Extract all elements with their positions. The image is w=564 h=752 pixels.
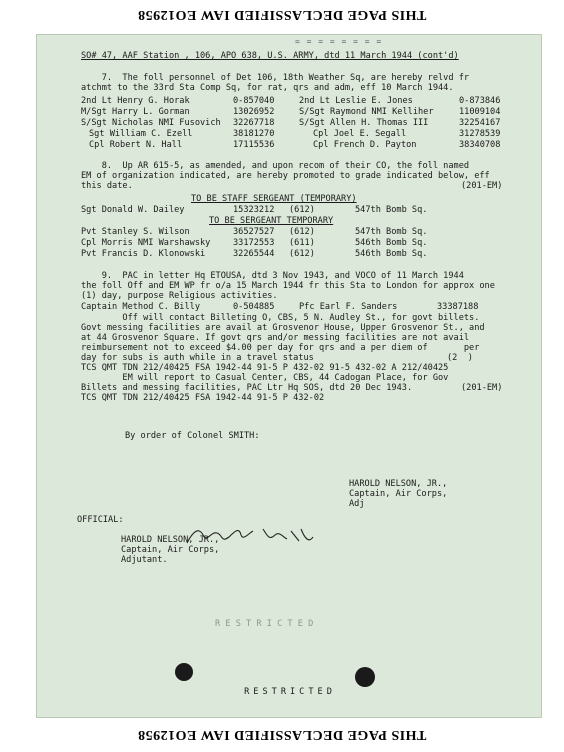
document-page <box>36 34 542 718</box>
roster-name: Cpl Robert N. Hall <box>89 140 183 150</box>
declassification-banner-top: THIS PAGE DECLASSIFIED IAW EO12958 <box>137 7 427 22</box>
promotion-serial: 33172553 <box>233 238 275 248</box>
roster-serial: 11009104 <box>459 107 501 117</box>
roster-name: Cpl French D. Payton <box>313 140 417 150</box>
para9-fund-citation-2: TCS QMT TDN 212/40425 FSA 1942-44 91-5 P 432-02 <box>81 393 325 403</box>
para9-line11-reference: (201-EM) <box>461 383 503 393</box>
para8-reference: (201-EM) <box>461 181 503 191</box>
roster-name: Cpl Joel E. Segall <box>313 129 407 139</box>
promotion-code: (612) <box>289 227 315 237</box>
para8-line3: this date. <box>81 181 133 191</box>
roster-serial: 38181270 <box>233 129 275 139</box>
promotion-serial: 15323212 <box>233 205 275 215</box>
para9-line2: the foll Off and EM WP fr o/a 15 March 1944 fr this Sta to London for approx one <box>81 281 495 291</box>
roster-name: M/Sgt Harry L. Gorman <box>81 107 190 117</box>
roster-serial: 0-873846 <box>459 96 501 106</box>
promotion-unit: 546th Bomb Sq. <box>355 238 428 248</box>
signer-role: Adj <box>349 499 365 509</box>
para7-line1: 7. The foll personnel of Det 106, 18th Weather Sq, are hereby relvd fr <box>81 73 470 83</box>
para8-line2: EM of organization indicated, are hereby promoted to grade indicated below, eff <box>81 171 490 181</box>
promotion-serial: 32265544 <box>233 249 275 259</box>
roster-serial: 32267718 <box>233 118 275 128</box>
order-authority: By order of Colonel SMITH: <box>125 431 260 441</box>
para9-line1: 9. PAC in letter Hq ETOUSA, dtd 3 Nov 1943, and VOCO of 11 March 1944 <box>81 271 464 281</box>
staff-sergeant-heading: TO BE STAFF SERGEANT (TEMPORARY) <box>191 194 357 204</box>
order-header: SO# 47, AAF Station , 106, APO 638, U.S. ARMY, dtd 11 March 1944 (cont'd) <box>81 51 459 61</box>
official-label: OFFICIAL: <box>77 515 124 525</box>
para9-line11: Billets and messing facilities, PAC Ltr Hq SOS, dtd 20 Dec 1943. <box>81 383 413 393</box>
para9-line8-reference: (2 ) <box>447 353 473 363</box>
traveler-pfc: Pfc Earl F. Sanders <box>299 302 398 312</box>
roster-serial: 38340708 <box>459 140 501 150</box>
para9-fund-citation: TCS QMT TDN 212/40425 FSA 1942-44 91-5 P 432-02 91-5 432-02 A 212/40425 <box>81 363 449 373</box>
roster-name: Sgt William C. Ezell <box>89 129 193 139</box>
declassification-banner-bottom: THIS PAGE DECLASSIFIED IAW EO12958 <box>137 727 427 742</box>
promotion-name: Pvt Stanley S. Wilson <box>81 227 190 237</box>
footer-marks: R E S T R I C T E D <box>215 619 314 629</box>
punch-hole-left <box>175 663 193 681</box>
roster-serial: 32254167 <box>459 118 501 128</box>
punch-hole-right <box>355 667 375 687</box>
para9-line3: (1) day, purpose Religious activities. <box>81 291 278 301</box>
roster-serial: 0-857040 <box>233 96 275 106</box>
signer-name: HAROLD NELSON, JR., <box>349 479 448 489</box>
traveler-captain-serial: 0-504885 <box>233 302 275 312</box>
para9-line6: at 44 Grosvenor Square. If govt qrs and/or messing facilities are not avail <box>81 333 470 343</box>
roster-serial: 17115536 <box>233 140 275 150</box>
promotion-code: (612) <box>289 249 315 259</box>
roster-name: S/Sgt Raymond NMI Kelliher <box>299 107 434 117</box>
promotion-name: Cpl Morris NMI Warshawsky <box>81 238 211 248</box>
promotion-unit: 547th Bomb Sq. <box>355 227 428 237</box>
roster-serial: 13026952 <box>233 107 275 117</box>
sergeant-heading: TO BE SERGEANT TEMPORARY <box>209 216 334 226</box>
para9-line8: day for subs is auth while in a travel status <box>81 353 314 363</box>
roster-name: S/Sgt Nicholas NMI Fusovich <box>81 118 221 128</box>
promotion-unit: 546th Bomb Sq. <box>355 249 428 259</box>
traveler-captain: Captain Method C. Billy <box>81 302 200 312</box>
promotion-code: (612) <box>289 205 315 215</box>
restricted-stamp: RESTRICTED <box>244 687 336 697</box>
promotion-serial: 36527527 <box>233 227 275 237</box>
signer-title: Captain, Air Corps, <box>349 489 448 499</box>
roster-name: 2nd Lt Henry G. Horak <box>81 96 190 106</box>
official-role: Adjutant. <box>121 555 168 565</box>
promotion-unit: 547th Bomb Sq. <box>355 205 428 215</box>
roster-serial: 31278539 <box>459 129 501 139</box>
promotion-name: Pvt Francis D. Klonowski <box>81 249 206 259</box>
official-title: Captain, Air Corps, <box>121 545 220 555</box>
promotion-name: Sgt Donald W. Dailey <box>81 205 185 215</box>
promotion-code: (611) <box>289 238 315 248</box>
para9-line5: Govt messing facilities are avail at Grosvenor House, Upper Grosvenor St., and <box>81 323 485 333</box>
para9-line4: Off will contact Billeting O, CBS, 5 N. Audley St., for govt billets. <box>81 313 480 323</box>
para9-line7: reimbursement not to exceed $4.00 per day for qrs and a per diem of per <box>81 343 480 353</box>
header-marks: = = = = = = = = <box>295 37 383 46</box>
roster-name: 2nd Lt Leslie E. Jones <box>299 96 413 106</box>
traveler-pfc-serial: 33387188 <box>437 302 479 312</box>
para8-line1: 8. Up AR 615-5, as amended, and upon recom of their CO, the foll named <box>81 161 470 171</box>
para9-line10: EM will report to Casual Center, CBS, 44 Cadogan Place, for Gov <box>81 373 449 383</box>
official-name: HAROLD NELSON, JR., <box>121 535 220 545</box>
roster-name: S/Sgt Allen H. Thomas III <box>299 118 429 128</box>
para7-line2: atchmt to the 33rd Sta Comp Sq, for rat, qrs and adm, eff 10 March 1944. <box>81 83 454 93</box>
